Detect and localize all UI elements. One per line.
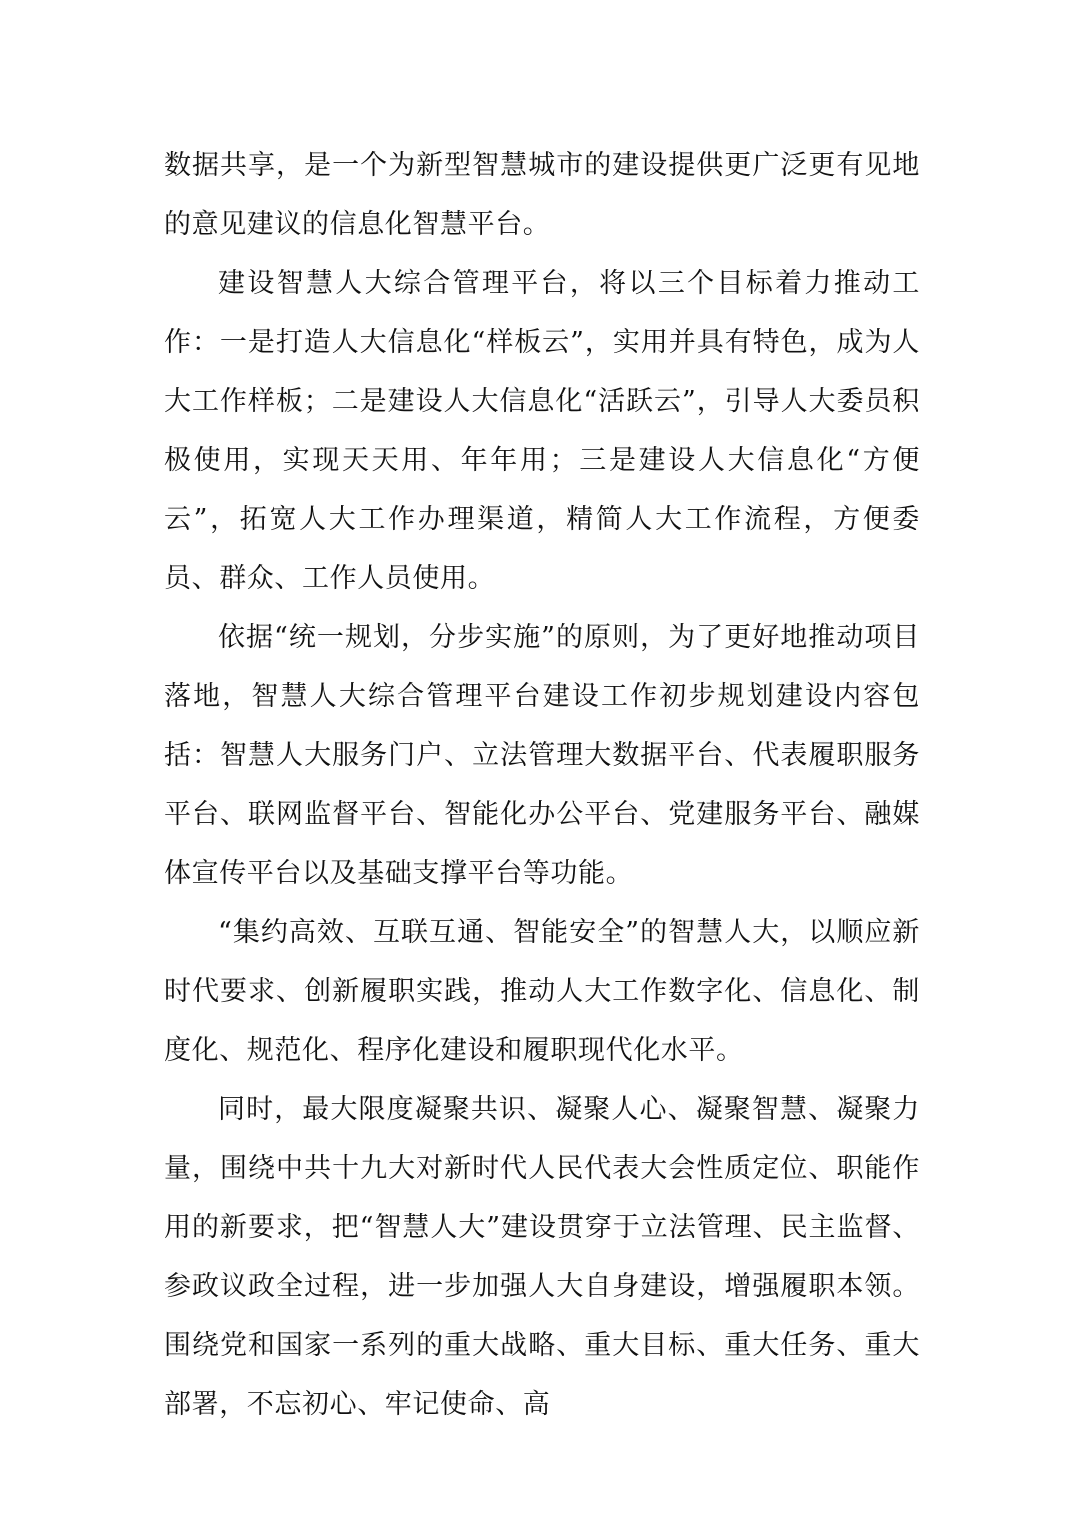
paragraph-2: 建设智慧人大综合管理平台，将以三个目标着力推动工作：一是打造人大信息化“样板云”，实用并具有特色，成为人大工作样板；二是建设人大信息化“活跃云”，引导人大委员积极使用，实现天天用、年年用；三是建设人大信息化“方便云”，拓宽人大工作办理渠道，精简人大工作流程，方便委员、群众、工作人员使用。 bbox=[164, 268, 920, 594]
paragraph-5: 同时，最大限度凝聚共识、凝聚人心、凝聚智慧、凝聚力量，围绕中共十九大对新时代人民代表大会性质定位、职能作用的新要求，把“智慧人大”建设贯穿于立法管理、民主监督、参政议政全过程，进一步加强人大自身建设，增强履职本领。围绕党和国家一系列的重大战略、重大目标、重大任务、重大部署，不忘初心、牢记使命、高 bbox=[164, 1094, 920, 1420]
paragraph-1: 数据共享，是一个为新型智慧城市的建设提供更广泛更有见地的意见建议的信息化智慧平台。 bbox=[164, 150, 920, 240]
document-body bbox=[164, 136, 920, 1434]
paragraph-3: 依据“统一规划，分步实施”的原则，为了更好地推动项目落地，智慧人大综合管理平台建设工作初步规划建设内容包括：智慧人大服务门户、立法管理大数据平台、代表履职服务平台、联网监督平台、智能化办公平台、党建服务平台、融媒体宣传平台以及基础支撑平台等功能。 bbox=[164, 622, 920, 889]
paragraph-4: “集约高效、互联互通、智能安全”的智慧人大，以顺应新时代要求、创新履职实践，推动人大工作数字化、信息化、制度化、规范化、程序化建设和履职现代化水平。 bbox=[164, 917, 920, 1066]
